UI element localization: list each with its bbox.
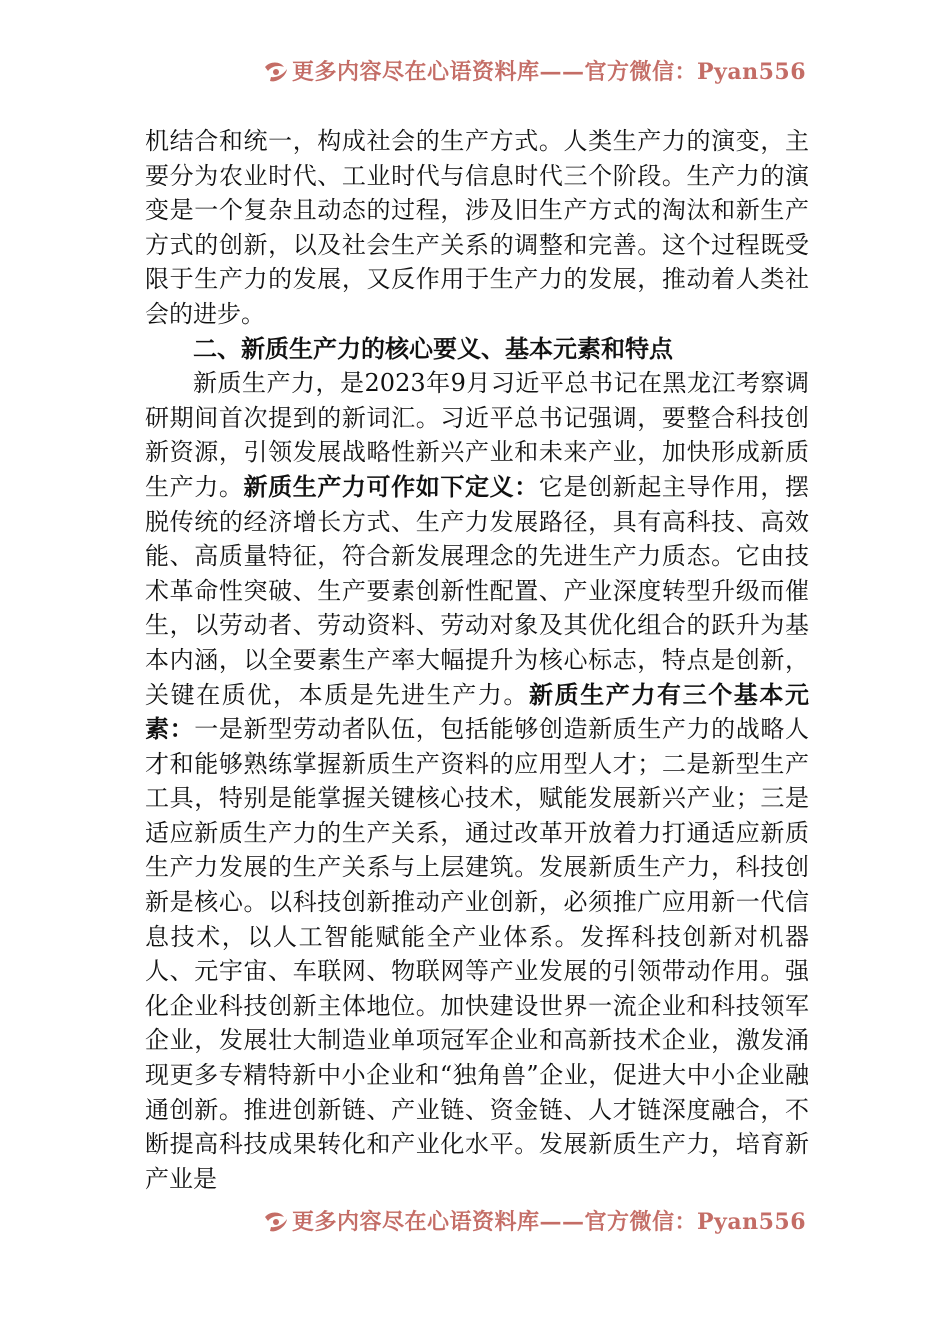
paragraph-text: 新质生产力，是2023年9月习近平总书记在黑龙江考察调研期间首次提到的新词汇。习近平总书记强调，要整合科技创新资源，引领发展战略性新兴产业和未来产业，加快形成新质生产力。: [145, 369, 809, 501]
paragraph-new-quality-productivity: [145, 366, 809, 1196]
section-heading: 二、新质生产力的核心要义、基本元素和特点: [193, 333, 673, 363]
watermark-text: 更多内容尽在心语资料库——官方微信：Pyan556: [292, 1209, 807, 1235]
bold-definition-label: 新质生产力可作如下定义：: [243, 471, 539, 501]
paragraph-text: 它是创新起主导作用，摆脱传统的经济增长方式、生产力发展路径，具有高科技、高效能、高质量特征，符合新发展理念的先进生产力质态。它由技术革命性突破、生产要素创新性配置、产业深度转型升级而催生，以劳动者、劳动资料、劳动对象及其优化组合的跃升为基本内涵，以全要素生产率大幅提升为核心标志，特点是创新，关键在质优，本质是先进生产力。: [145, 472, 810, 709]
bold-elements-label: 新质生产力有三个基本元素：: [145, 679, 809, 744]
logo-icon: [262, 1209, 290, 1235]
document-body: [145, 124, 809, 1196]
logo-icon: [262, 59, 290, 85]
watermark-text: 更多内容尽在心语资料库——官方微信：Pyan556: [292, 59, 807, 85]
paragraph-continuation: 机结合和统一，构成社会的生产方式。人类生产力的演变，主要分为农业时代、工业时代与信息时代三个阶段。生产力的演变是一个复杂且动态的过程，涉及旧生产方式的淘汰和新生产方式的创新，以及社会生产关系的调整和完善。这个过程既受限于生产力的发展，又反作用于生产力的发展，推动着人类社会的进步。: [145, 127, 809, 328]
watermark-header: [262, 57, 807, 87]
paragraph-text: 一是新型劳动者队伍，包括能够创造新质生产力的战略人才和能够熟练掌握新质生产资料的应用型人才；二是新型生产工具，特别是能掌握关键核心技术，赋能发展新兴产业；三是适应新质生产力的生产关系，通过改革开放着力打通适应新质生产力发展的生产关系与上层建筑。发展新质生产力，科技创新是核心。以科技创新推动产业创新，必须推广应用新一代信息技术，以人工智能赋能全产业体系。发挥科技创新对机器人、元宇宙、车联网、物联网等产业发展的引领带动作用。强化企业科技创新主体地位。加快建设世界一流企业和科技领军企业，发展壮大制造业单项冠军企业和高新技术企业，激发涌现更多专精特新中小企业和“独角兽”企业，促进大中小企业融通创新。推进创新链、产业链、资金链、人才链深度融合，不断提高科技成果转化和产业化水平。发展新质生产力，培育新产业是: [145, 715, 810, 1193]
watermark-footer: [262, 1207, 807, 1237]
